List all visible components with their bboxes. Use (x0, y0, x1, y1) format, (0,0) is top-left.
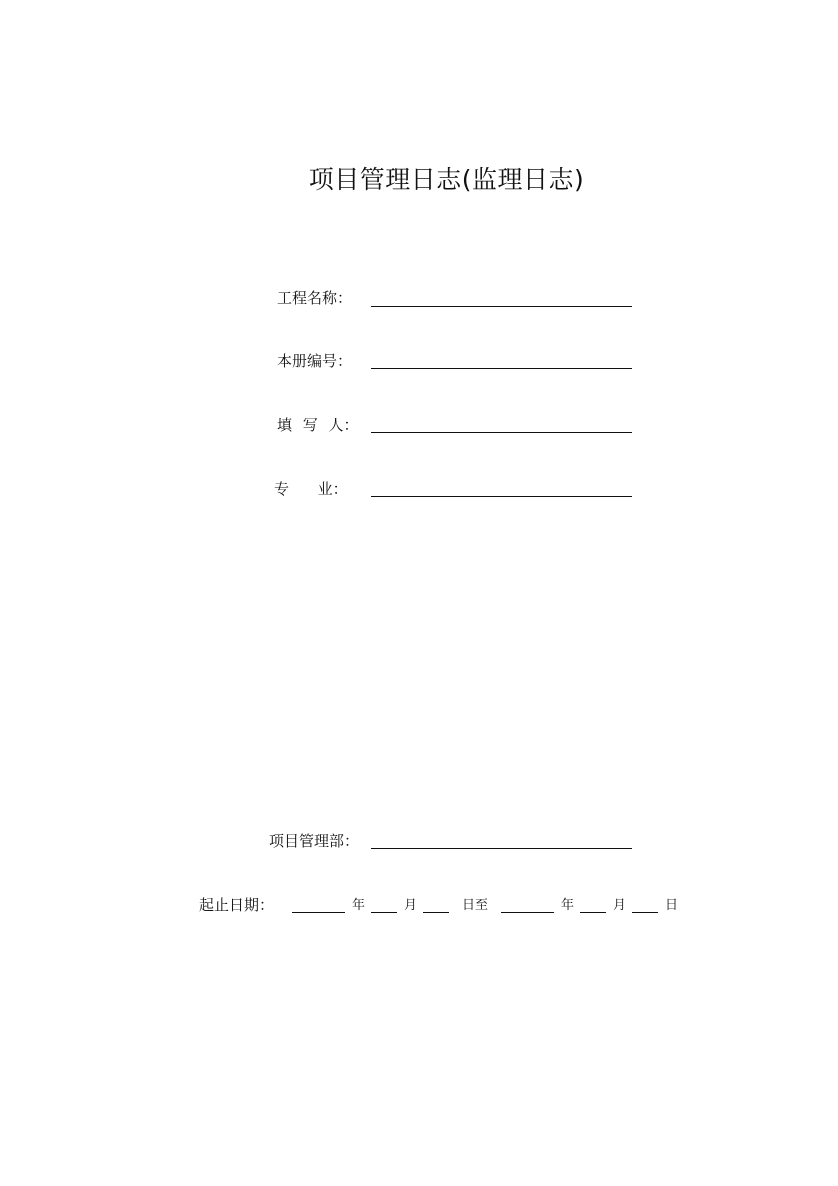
start-month-text: 月 (404, 898, 418, 913)
document-title: 项目管理日志(监理日志) (308, 165, 585, 194)
filled-by-field[interactable] (371, 432, 632, 433)
specialty-field[interactable] (371, 496, 632, 497)
volume-number-label: 本册编号： (277, 352, 353, 370)
end-month-text: 月 (613, 898, 627, 913)
end-day-text: 日 (665, 898, 679, 913)
end-year-field[interactable] (501, 912, 554, 913)
start-year-field[interactable] (292, 912, 345, 913)
day-to-text: 日至 (462, 898, 489, 913)
filled-by-label: 填 写 人： (277, 416, 359, 434)
date-range-label: 起止日期： (199, 896, 275, 914)
end-day-field[interactable] (632, 912, 658, 913)
start-month-field[interactable] (371, 912, 397, 913)
project-name-field[interactable] (371, 306, 632, 307)
end-month-field[interactable] (580, 912, 606, 913)
project-department-field[interactable] (371, 848, 632, 849)
specialty-label: 专 业： (274, 480, 348, 498)
project-department-label: 项目管理部： (269, 832, 360, 850)
start-day-field[interactable] (423, 912, 449, 913)
start-year-text: 年 (352, 898, 366, 913)
volume-number-field[interactable] (371, 368, 632, 369)
end-year-text: 年 (561, 898, 575, 913)
project-name-label: 工程名称： (277, 289, 353, 307)
